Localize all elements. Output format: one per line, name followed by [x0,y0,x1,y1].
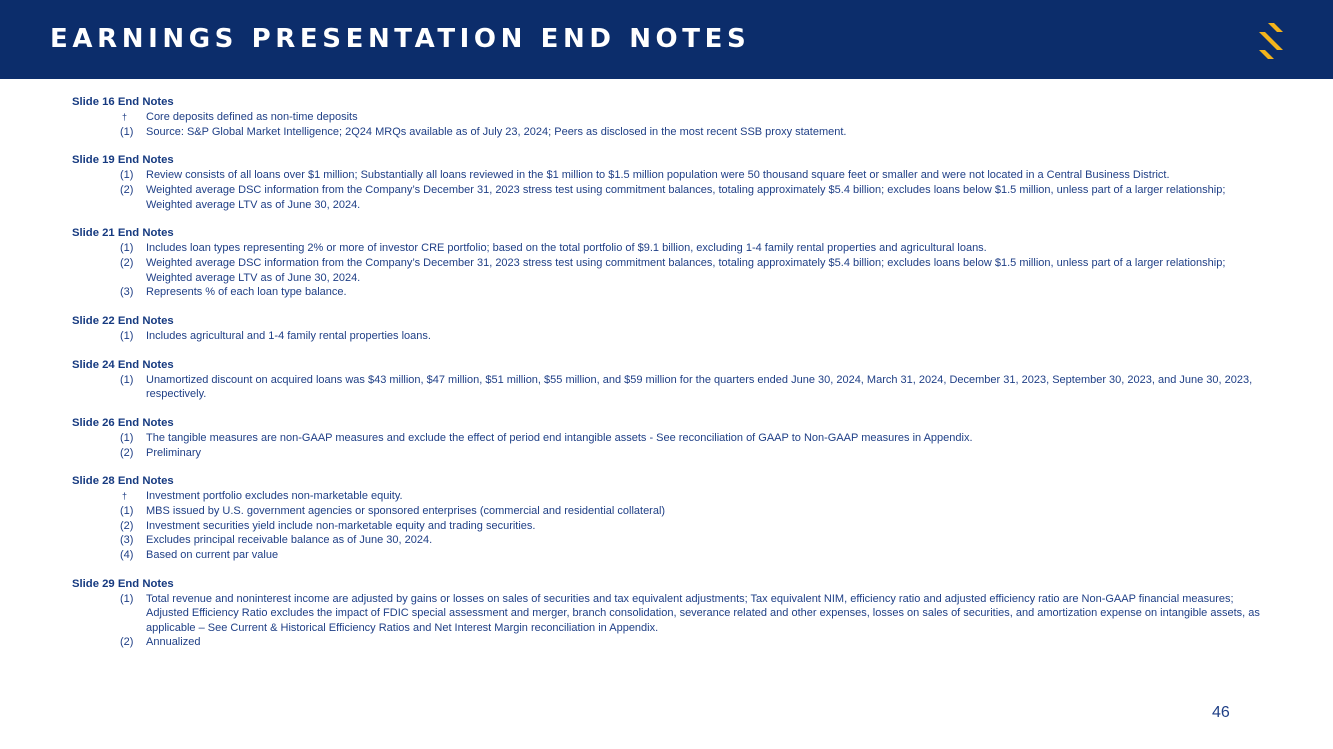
note-item [72,431,1267,446]
note-marker: (1) [120,592,134,605]
note-text: Includes loan types representing 2% or more of investor CRE portfolio; based on the total portfolio of $9.1 billion, excluding 1-4 family rental properties and agricultural loans. [146,242,987,255]
note-item [72,125,1267,140]
note-item [72,635,1267,650]
page-number: 46 [1212,704,1230,721]
note-text: Investment securities yield include non-marketable equity and trading securities. [146,519,536,532]
note-marker: (1) [120,373,134,386]
note-marker: (2) [120,256,134,269]
note-item [72,504,1267,519]
section-title: Slide 29 End Notes [72,577,174,590]
section-title: Slide 16 End Notes [72,96,174,108]
note-text: Weighted average DSC information from the Company’s December 31, 2023 stress test using commitment balances, totaling approximately $5.4 billion; excludes loans below $1.5 million, unless part of a larger relationship; Weighted average LTV as of June 30, 2024. [146,183,1226,211]
note-item [72,489,1267,504]
section-title: Slide 21 End Notes [72,227,174,240]
note-marker: (1) [120,242,134,255]
note-text: The tangible measures are non-GAAP measures and exclude the effect of period end intangible assets - See reconciliation of GAAP to Non-GAAP measures in Appendix. [146,432,973,445]
note-item [72,110,1267,125]
page-title: EARNINGS PRESENTATION END NOTES [50,24,751,54]
note-marker: (1) [120,169,134,182]
end-notes-section [72,226,1267,299]
note-text: Source: S&P Global Market Intelligence; 2Q24 MRQs available as of July 23, 2024; Peers as disclosed in the most recent SSB proxy statement. [146,125,847,138]
note-item [72,183,1267,212]
note-text: Investment portfolio excludes non-marketable equity. [146,490,403,503]
end-notes-content [72,95,1267,664]
end-notes-section [72,416,1267,460]
note-marker: (2) [120,519,134,532]
note-text: Annualized [146,636,201,649]
note-text: Core deposits defined as non-time deposits [146,111,358,123]
note-marker: (2) [120,446,134,459]
note-item [72,592,1267,636]
note-item [72,373,1267,402]
note-item [72,446,1267,461]
end-notes-section [72,474,1267,562]
end-notes-section [72,95,1267,139]
note-marker: (1) [120,125,134,138]
ssb-s-logo-icon [1255,21,1287,61]
note-text: Total revenue and noninterest income are adjusted by gains or losses on sales of securities and tax equivalent adjustments; Tax equivalent NIM, efficiency ratio and adjusted efficiency ratio are Non-GAAP financial measures; Adjusted Efficiency Ratio excludes the impact of FDIC special assessment and merger, branch consolidation, severance related and other expenses, losses on sales of securities, and amortization expense on intangible assets, as applicable – See Current & Historical Efficiency Ratios and Net Interest Margin reconciliation in Appendix. [146,592,1260,634]
end-notes-section [72,358,1267,402]
note-marker: (3) [120,534,134,547]
note-item [72,329,1267,344]
section-title: Slide 24 End Notes [72,358,174,371]
note-item [72,519,1267,534]
section-title: Slide 19 End Notes [72,154,174,167]
note-item [72,548,1267,563]
note-text: Review consists of all loans over $1 million; Substantially all loans reviewed in the $1 million to $1.5 million population were 50 thousand square feet or smaller and were not located in a Central Business District. [146,169,1170,182]
end-notes-section [72,153,1267,212]
end-notes-section [72,577,1267,650]
note-text: Based on current par value [146,548,279,561]
note-item [72,533,1267,548]
note-marker: (4) [120,548,134,561]
note-item [72,168,1267,183]
note-item [72,285,1267,300]
note-marker: (1) [120,329,134,342]
note-text: Excludes principal receivable balance as of June 30, 2024. [146,534,433,547]
header-bar [0,0,1333,79]
note-text: Unamortized discount on acquired loans was $43 million, $47 million, $51 million, $55 million, and $59 million for the quarters ended June 30, 2024, March 31, 2024, December 31, 2023, September 30, 2023, and June 30, 2023, respectively. [146,373,1253,401]
note-text: MBS issued by U.S. government agencies or sponsored enterprises (commercial and residential collateral) [146,505,666,518]
note-marker: (1) [120,432,134,445]
note-text: Represents % of each loan type balance. [146,286,347,299]
section-title: Slide 26 End Notes [72,417,174,430]
section-title: Slide 28 End Notes [72,475,174,488]
note-text: Includes agricultural and 1-4 family rental properties loans. [146,329,431,342]
note-item [72,256,1267,285]
note-text: Weighted average DSC information from the Company’s December 31, 2023 stress test using commitment balances, totaling approximately $5.4 billion; excludes loans below $1.5 million, unless part of a larger relationship; Weighted average LTV as of June 30, 2024. [146,256,1226,284]
end-notes-section [72,314,1267,344]
note-marker: (2) [120,636,134,649]
note-text: Preliminary [146,446,202,459]
note-marker: (1) [120,505,134,518]
note-item [72,241,1267,256]
section-title: Slide 22 End Notes [72,314,174,327]
note-marker: † [122,112,128,122]
note-marker: (3) [120,286,134,299]
note-marker: (2) [120,183,134,196]
note-marker: † [122,491,128,502]
